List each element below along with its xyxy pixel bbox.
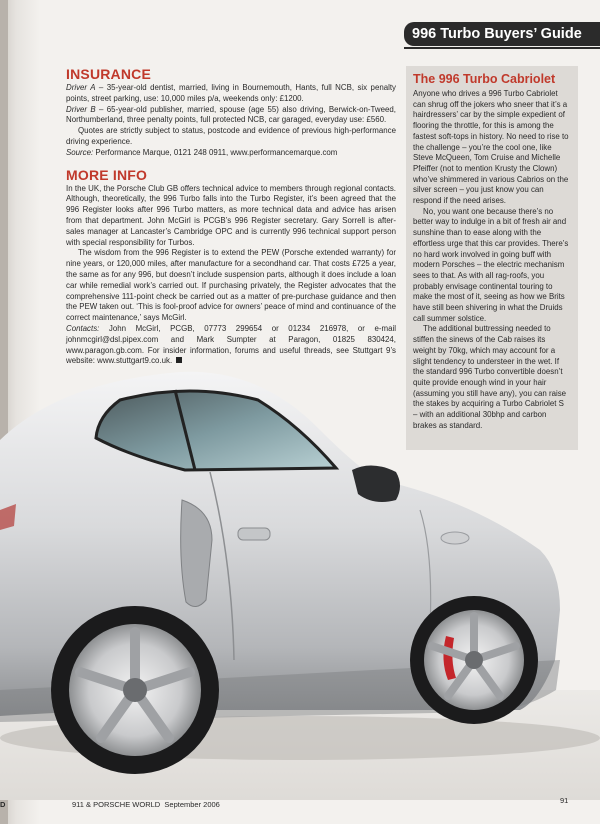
contacts-text: John McGirl, PCGB, 07773 299654 or 01234 216978, or e-mail johnmcgirl@dsl.pipex.com and Mark Sumpter at Paragon, 01825 830424, www.paragon.gb.com. For insider information, forums and useful threads, see Stuttgart 9’s website: www.stuttgart9.co.uk. (66, 323, 396, 366)
more-info-para-2: The wisdom from the 996 Register is to extend the PEW (Porsche extended warranty) for nine years, or 120,000 miles, after manufacture for a secondhand car. That costs £725 a year, the same as for any 996, but doesn’t include suspension parts, although it does include a loan car while remedial work’s carried out. If purchasing privately, the Register advocates that the comprehensive 111-point check be carried out as a matter of pre-purchase guidance and then the PEW taken out. ‘This is fool-proof advice for owners’ peace of mind and continuance of the correct maintenance,’ says McGirl. (66, 248, 396, 323)
sidebar-para-3: The additional buttressing needed to stiffen the sinews of the Cab raises its weight by 70kg, which may account for a slight tendency to understeer in the wet. If the standard 996 Turbo convertible doesn’t quite provide enough wind in your hair (assuming you still have any), you can raise the stakes by acquiring a Turbo Cabriolet S – with an additional 30bhp and carbon brakes as standard. (413, 324, 567, 430)
guide-title-rule (404, 47, 600, 49)
guide-title-tab: 996 Turbo Buyers’ Guide (404, 22, 600, 46)
driver-b-text: – 65-year-old publisher, married, spouse (age 55) also driving, Berwick-on-Tweed, Northumberland, three penalty points, full protected NCB, car garaged, everyday use: £560. (66, 104, 396, 125)
source-text: Performance Marque, 0121 248 0911, www.performancemarque.com (93, 147, 338, 157)
source-label: Source: (66, 147, 94, 157)
driver-b-label: Driver B (66, 104, 96, 114)
insurance-note: Quotes are strictly subject to status, postcode and evidence of previous high-performance driving experience. (66, 126, 396, 146)
footer-magazine (72, 800, 220, 809)
footer-edge-letter: D (0, 800, 6, 809)
more-info-para-1: In the UK, the Porsche Club GB offers technical advice to members through regional contacts. Although, theoretically, the 996 Turbo falls into the Turbo Register, it’s been agreed that the 996 Register looks after 996 Turbo matters, as more technical data and advice has arisen from that department. John McGirl is PCGB’s 996 Register secretary. Gary Sorrell is after-sales manager at Lancaster’s Cambridge OPC and is currently 996 technical support person with special responsibility for Turbos. (66, 183, 396, 247)
footer-issue: September 2006 (164, 800, 220, 809)
insurance-heading: INSURANCE (66, 66, 152, 82)
more-info-heading: MORE INFO (66, 166, 148, 183)
car-photo (0, 360, 600, 800)
insurance-source (66, 148, 396, 159)
insurance-driver-a (66, 83, 396, 105)
driver-a-text: – 35-year-old dentist, married, living in Bournemouth, Hants, full NCB, six penalty points, street parking, use: 10,000 miles p/a, weekends only: £1200. (66, 83, 397, 103)
sidebar-para-2: No, you want one because there’s no better way to indulge in a bit of fresh air and sunshine than to ease along with the effortless urge that this car provides. There’s no hard work involved in going buff with modern Porsches – the electric mechanism sees to that. As with all rag-roofs, you probably envisage continental touring to make the most of it, seeing as how we Brits have still been shivering in what the Druids call summer solstice. (413, 206, 569, 323)
sidebar-para-1: Anyone who drives a 996 Turbo Cabriolet can shrug off the jokers who sneer that it’s a hairdressers’ car by the simple expedient of flooring the throttle, for this is among the fastest soft-tops in history. No need to rise to the challenge – you’re the cool one, like Steve McQueen, Tom Cruise and Michelle Pfeiffer (not to mention Krusty the Clown) who’ve shimmered in various Cabrios on the silver screen – you just know you can respond if the need arises. (413, 89, 569, 206)
main-column (66, 66, 396, 367)
page-number: 91 (560, 796, 569, 805)
contacts-label: Contacts: (66, 323, 100, 333)
footer-magazine-title: 911 & PORSCHE WORLD (72, 800, 161, 809)
insurance-driver-b (66, 105, 396, 127)
sidebar-heading: The 996 Turbo Cabriolet (413, 72, 556, 86)
driver-a-label: Driver A (66, 83, 96, 92)
page-footer (0, 790, 600, 824)
